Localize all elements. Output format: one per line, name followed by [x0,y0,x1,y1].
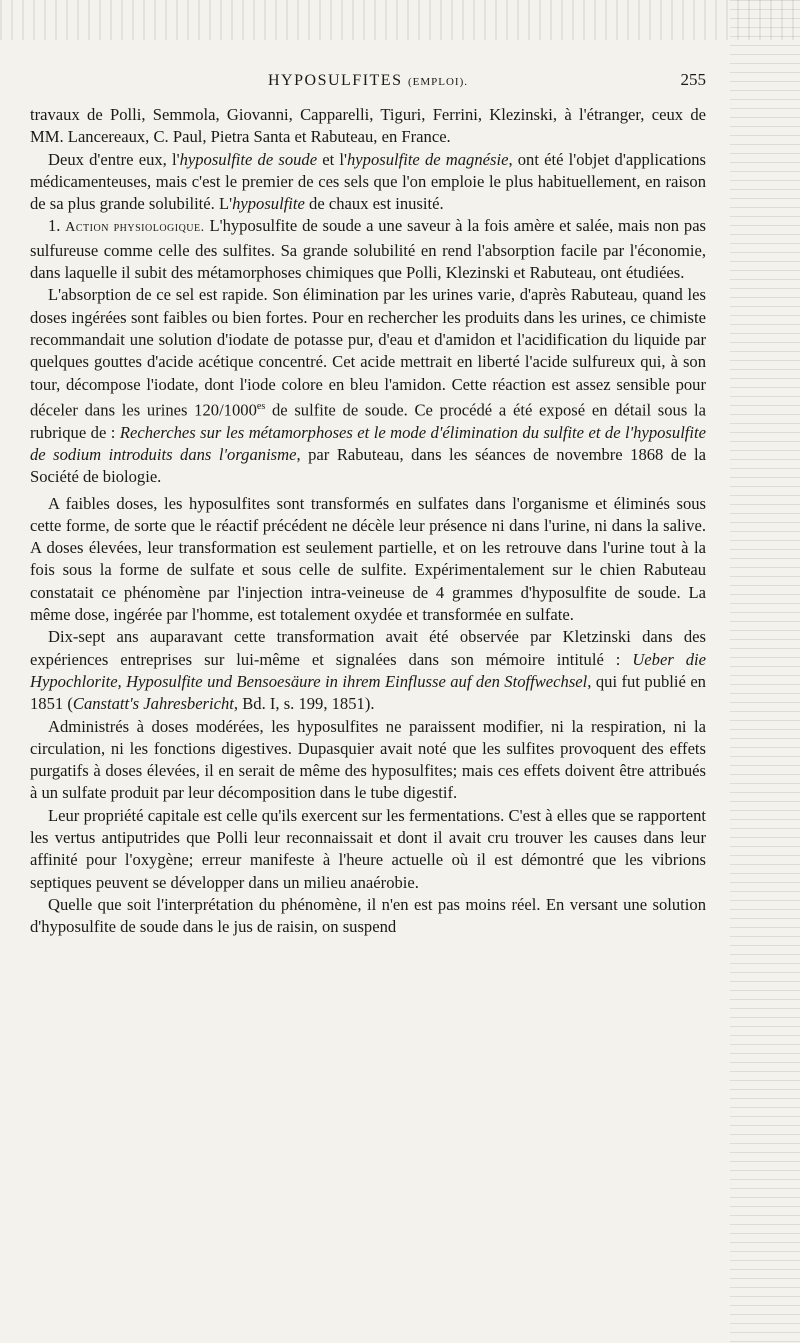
section-number: 1. [48,216,66,236]
paragraph-0: travaux de Polli, Semmola, Giovanni, Capparelli, Tiguri, Ferrini, Klezinski, à l'étranger, ceux de MM. Lancereaux, C. Paul, Pietra Santa et Rabuteau, en France. [30,105,706,147]
scan-top-noise [0,0,800,40]
book-page [30,60,706,939]
running-title-main: HYPOSULFITES [268,72,403,89]
paragraph-1: Deux d'entre eux, l'hyposulfite de soude et l'hyposulfite de magnésie, ont été l'objet d'applications médicamenteuses, mais c'est le premier de ces sels que l'on emploie le plus habituellement, en raison de sa plus grande solubilité. L'hyposulfite de chaux est inusité. [30,149,707,214]
paragraph-6: Administrés à doses modérées, les hyposulfites ne paraissent modifier, ni la respiration, ni la circulation, ni les fonctions digestives. Dupasquier avait noté que les sulfites provoquent des effets purgatifs à doses élevées, il en serait de même des hyposulfites; mais ces effets doivent être attribués à un sulfate produit par leur décomposition dans le tube digestif. [30,716,706,803]
paragraph-8: Quelle que soit l'interprétation du phénomène, il n'en est pas moins réel. En versant une solution d'hyposulfite de soude dans le jus de raisin, on suspend [30,894,706,937]
running-title [30,72,706,90]
page-number: 255 [680,70,706,89]
scan-margin-noise [730,0,800,1343]
paragraph-4: A faibles doses, les hyposulfites sont transformés en sulfates dans l'organisme et éliminés sous cette forme, de sorte que le réactif précédent ne décèle leur présence ni dans l'urine, ni dans la salive. A doses élevées, leur transformation est seulement partielle, et on les retrouve dans l'urine tout à la fois sous la forme de sulfate et sous celle de sulfite. Expérimentalement sur le chien Rabuteau constatait ce phénomène par l'injection intra-veineuse de 4 grammes d'hyposulfite de soude. La même dose, ingérée par l'homme, est totalement oxydée et transformée en sulfate. [30,493,706,625]
paragraph-5: Dix-sept ans auparavant cette transformation avait été observée par Kletzinski dans des expériences entreprises sur lui-même et signalées dans son mémoire intitulé : Ueber die Hypochlorite, Hyposulfite und Bensoesäure in ihrem Einflusse auf den Stoffwechsel, qui fut publié en 1851 (Canstatt's Jahresbericht, Bd. I, s. 199, 1851). [30,627,706,714]
paragraph-7: Leur propriété capitale est celle qu'ils exercent sur les fermentations. C'est à elles que se rapportent les vertus antiputrides que Polli leur reconnaissait et dont il avait cru trouver les causes dans leur affinité pour l'oxygène; erreur manifeste à l'heure actuelle où il est démontré que les vibrions septiques peuvent se développer dans un milieu anaérobie. [30,805,706,892]
section-title: Action physiologique. [65,220,205,236]
body-text [30,104,706,939]
paragraph-3: L'absorption de ce sel est rapide. Son élimination par les urines varie, d'après Rabuteau, quand les doses ingérées sont faibles ou bien fortes. Pour en rechercher les produits dans les urines, ce chimiste recommandait une solution d'iodate de potasse pur, d'eau et d'amidon et l'acidification du liquide par quelques gouttes d'acide acétique concentré. Cet acide mettrait en liberté l'acide sulfureux qui, à son tour, décompose l'iodate, dont l'iode colore en bleu l'amidon. Cette réaction est assez sensible pour déceler dans les urines $120/1000^{es}$ de sulfite de soude. Ce procédé a été exposé en détail sous la rubrique de : Recherches sur les métamorphoses et le mode d'élimination du sulfite et de l'hyposulfite de sodium introduits dans l'organisme, par Rabuteau, dans les séances de novembre 1868 de la Société de biologie. [30,285,706,487]
paragraph-2: 1. Action physiologique. L'hyposulfite de soude a une saveur à la fois amère et salée, mais non pas sulfureuse comme celle des sulfites. Sa grande solubilité en rend l'absorption facile par l'économie, dans laquelle il subit des métamorphoses chimiques que Polli, Klezinski et Rabuteau, ont étudiées. [30,216,707,283]
running-title-sub: (EMPLOI). [407,76,468,88]
page-header [30,60,706,104]
